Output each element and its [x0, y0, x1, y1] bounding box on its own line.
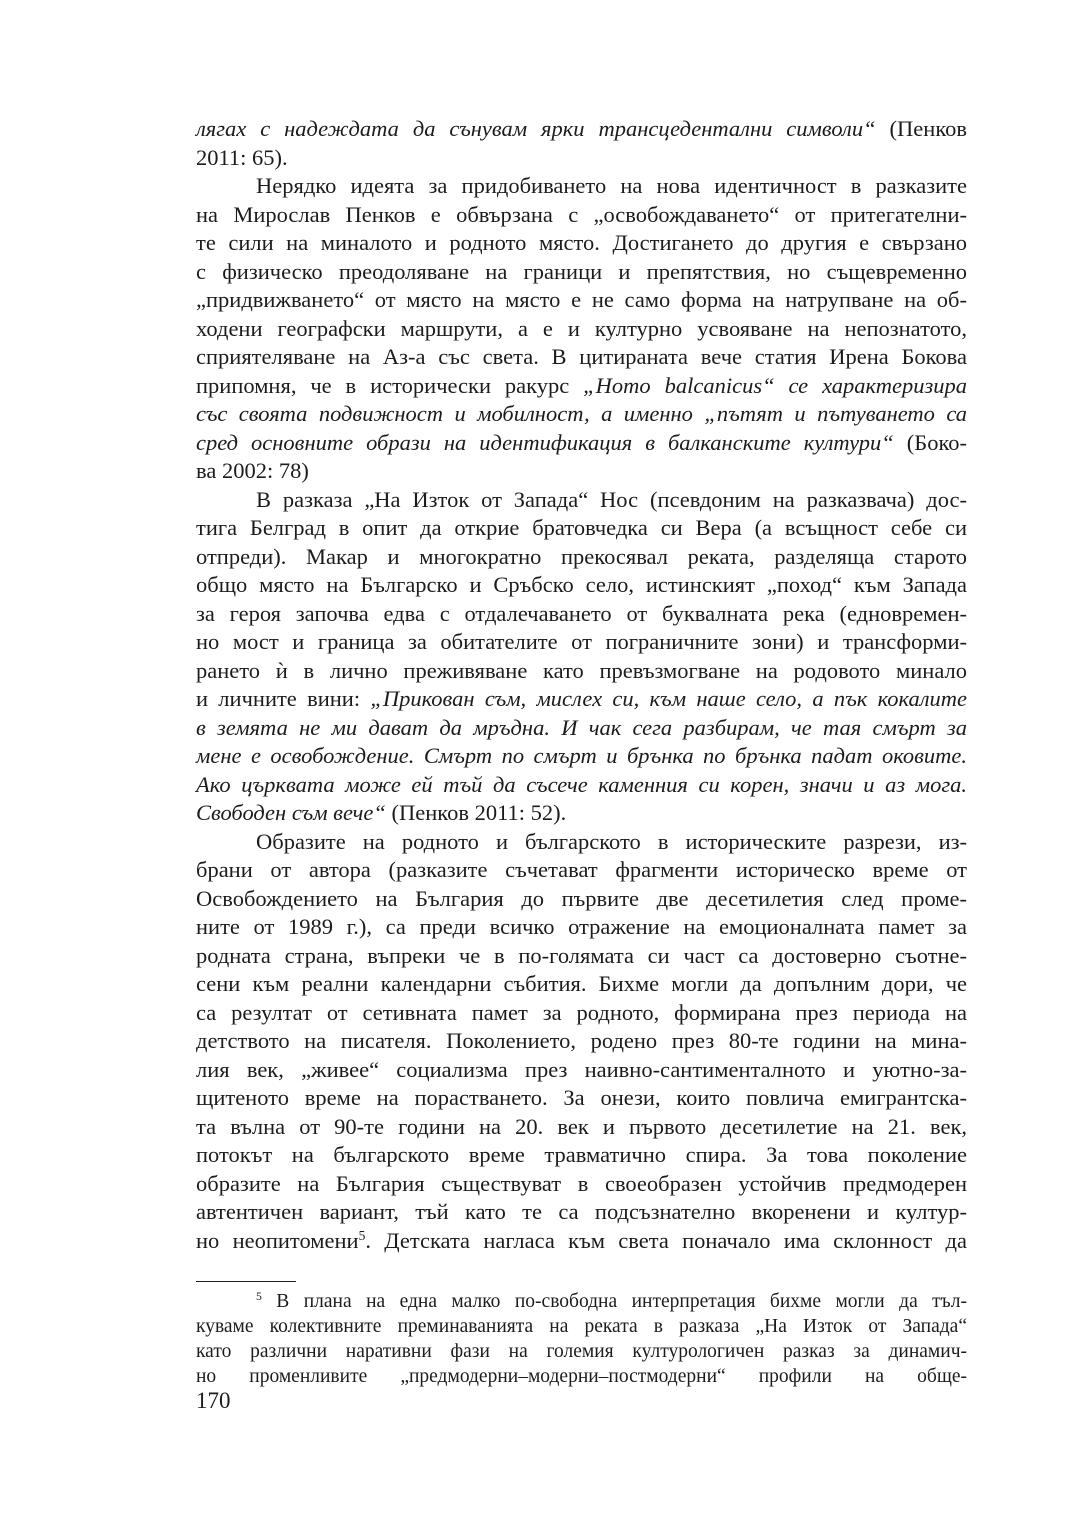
text-line — [196, 514, 967, 543]
text-run: родната страна, въпреки че в по-голямата си част са достоверно съотне- — [196, 942, 967, 968]
text-line — [196, 372, 967, 401]
text-run: те сили на миналото и родното място. Достигането до другия е свързано — [196, 230, 967, 255]
text-run: Нерядко идеята за придобиването на нова идентичност в разказите — [256, 173, 967, 198]
text-line — [196, 685, 967, 714]
text-line — [196, 1364, 967, 1389]
text-run: В плана на една малко по-свободна интерпретация бихме могли да тъл- — [261, 1291, 967, 1312]
text-line — [196, 400, 967, 429]
paragraph — [196, 486, 967, 828]
text-line — [196, 1339, 967, 1364]
paragraph — [196, 172, 967, 486]
text-run: (Боко- — [893, 429, 967, 455]
text-run: тига Белград в опит да открие братовчедка си Вера (а всъщност себе си — [196, 515, 967, 540]
text-run: „придвижването“ от място на място е не само форма на натрупване на об- — [196, 287, 967, 312]
text-line — [196, 600, 967, 629]
text-run: В разказа „На Изток от Запада“ Нос (псевдоним на разказвача) дос- — [256, 486, 967, 512]
text-run: автентичен вариант, тъй като те са подсъзнателно вкоренени и култур- — [196, 1199, 967, 1224]
text-line — [196, 742, 967, 771]
text-line — [196, 286, 967, 315]
italic-quote: лягах с надеждата да сънувам ярки трансцедентални символи“ — [196, 116, 876, 141]
text-line — [196, 1289, 967, 1314]
text-line — [196, 172, 967, 201]
footnote-marker[interactable]: 5 — [358, 1227, 366, 1243]
text-line — [196, 828, 967, 857]
text-run: ните от 1989 г.), са преди всичко отражение на емоционалната памет за — [196, 914, 967, 939]
footnote-separator — [196, 1281, 296, 1282]
footnotes — [196, 1289, 967, 1389]
text-line — [196, 1084, 967, 1113]
italic-quote: сред основните образи на идентификация в балканските култури“ — [196, 429, 894, 455]
text-line — [196, 229, 967, 258]
text-run: ва 2002: 78) — [196, 458, 309, 483]
text-line — [196, 201, 967, 230]
text-run: Освобождението на България до първите две десетилетия след проме- — [196, 885, 967, 911]
text-run: (Пенков — [875, 116, 967, 141]
italic-quote: Ако църквата може ей тъй да съсече каменния си корен, значи и аз мога. — [196, 771, 967, 797]
text-run: лия век, „живее“ социализма през наивно-сантименталното и уютно-за- — [196, 1056, 967, 1082]
text-line — [196, 1056, 967, 1085]
text-line — [196, 1314, 967, 1339]
text-run: са резултат от сетивната памет за родното, формирана през периода на — [196, 999, 967, 1025]
text-run: с физическо преодоляване на граници и препятствия, но същевременно — [196, 258, 967, 284]
text-run: общо място на Българско и Сръбско село, истинският „поход“ към Запада — [196, 572, 967, 597]
footnote-marker[interactable]: 5 — [256, 1289, 262, 1303]
text-run: но променливите „предмодерни–модерни–постмодерни“ профили на обще- — [196, 1366, 967, 1387]
text-line — [196, 799, 967, 828]
text-run: но неопитомени — [196, 1227, 359, 1253]
text-line — [196, 258, 967, 287]
text-line — [196, 714, 967, 743]
text-run: за героя започва едва с отдалечаването от буквалната река (едновремен- — [196, 600, 967, 626]
text-run: брани от автора (разказите съчетават фрагменти историческо време от — [196, 857, 967, 882]
text-line — [196, 999, 967, 1028]
text-run: но мост и граница за обитателите от пограничните зони) и трансформи- — [196, 629, 967, 654]
text-line — [196, 942, 967, 971]
text-line — [196, 657, 967, 686]
italic-quote: „Homo balcanicus“ се характеризира — [583, 372, 967, 398]
text-line — [196, 1170, 967, 1199]
text-run: като различни наративни фази на големия културологичен разказ за динамич- — [196, 1341, 967, 1362]
text-run: отпреди). Макар и многократно прекосявал реката, разделяща старото — [196, 543, 967, 569]
text-line — [196, 543, 967, 572]
text-run: потокът на българското време травматично спира. За това поколение — [196, 1142, 967, 1167]
text-run: та вълна от 90-те години на 20. век и първото десетилетие на 21. век, — [196, 1113, 967, 1139]
text-line — [196, 144, 967, 173]
text-line — [196, 571, 967, 600]
text-run: сприятеляване на Аз-а със света. В цитираната вече статия Ирена Бокова — [196, 344, 967, 369]
italic-quote: Свободен съм вече“ — [196, 800, 386, 825]
text-line — [196, 1113, 967, 1142]
text-run: сени към реални календарни събития. Бихме могли да допълним дори, че — [196, 971, 967, 996]
text-run: . Детската нагласа към света поначало има склонност да — [365, 1227, 967, 1253]
text-line — [196, 885, 967, 914]
text-run: ходени географски маршрути, а е и културно усвояване на непознатото, — [196, 315, 967, 341]
text-line — [196, 1227, 967, 1256]
body-text — [196, 115, 967, 1255]
text-run: и личните вини: — [196, 686, 371, 711]
text-run: 2011: 65). — [196, 144, 288, 170]
italic-quote: мене е освобождение. Смърт по смърт и брънка по брънка падат оковите. — [196, 743, 967, 768]
text-line — [196, 1027, 967, 1056]
text-line — [196, 913, 967, 942]
text-line — [196, 457, 967, 486]
italic-quote: в земята не ми дават да мръдна. И чак сега разбирам, че тая смърт за — [196, 714, 967, 740]
italic-quote: със своята подвижност и мобилност, а именно „пътят и пътуването са — [196, 401, 967, 426]
text-run: Образите на родното и българското в историческите разрези, из- — [256, 828, 967, 854]
text-run: припомня, че в исторически ракурс — [196, 372, 584, 398]
text-line — [196, 1198, 967, 1227]
text-line — [196, 970, 967, 999]
text-line — [196, 771, 967, 800]
italic-quote: „Прикован съм, мислех си, към наше село, а пък кокалите — [370, 686, 967, 711]
text-run: куваме колективните преминаванията на реката в разказа „На Изток от Запада“ — [196, 1316, 967, 1337]
text-line — [196, 486, 967, 515]
paragraph — [196, 115, 967, 172]
page-number: 170 — [196, 1388, 231, 1413]
text-run: образите на България съществуват в своеобразен устойчив предмодерен — [196, 1170, 967, 1196]
text-run: щитеното време на порастването. За онези, които повлича емигрантска- — [196, 1085, 967, 1110]
paragraph — [196, 828, 967, 1256]
text-line — [196, 1141, 967, 1170]
text-line — [196, 628, 967, 657]
text-run: рането ѝ в лично преживяване като превъзмогване на родовото минало — [196, 657, 967, 683]
footnote — [196, 1289, 967, 1389]
text-run: на Мирослав Пенков е обвързана с „освобождаването“ от притегателни- — [196, 201, 967, 227]
text-line — [196, 343, 967, 372]
text-line — [196, 429, 967, 458]
text-line — [196, 856, 967, 885]
text-run: (Пенков 2011: 52). — [385, 800, 567, 825]
text-run: детството на писателя. Поколението, родено през 80-те години на мина- — [196, 1028, 967, 1053]
text-line — [196, 115, 967, 144]
text-line — [196, 315, 967, 344]
